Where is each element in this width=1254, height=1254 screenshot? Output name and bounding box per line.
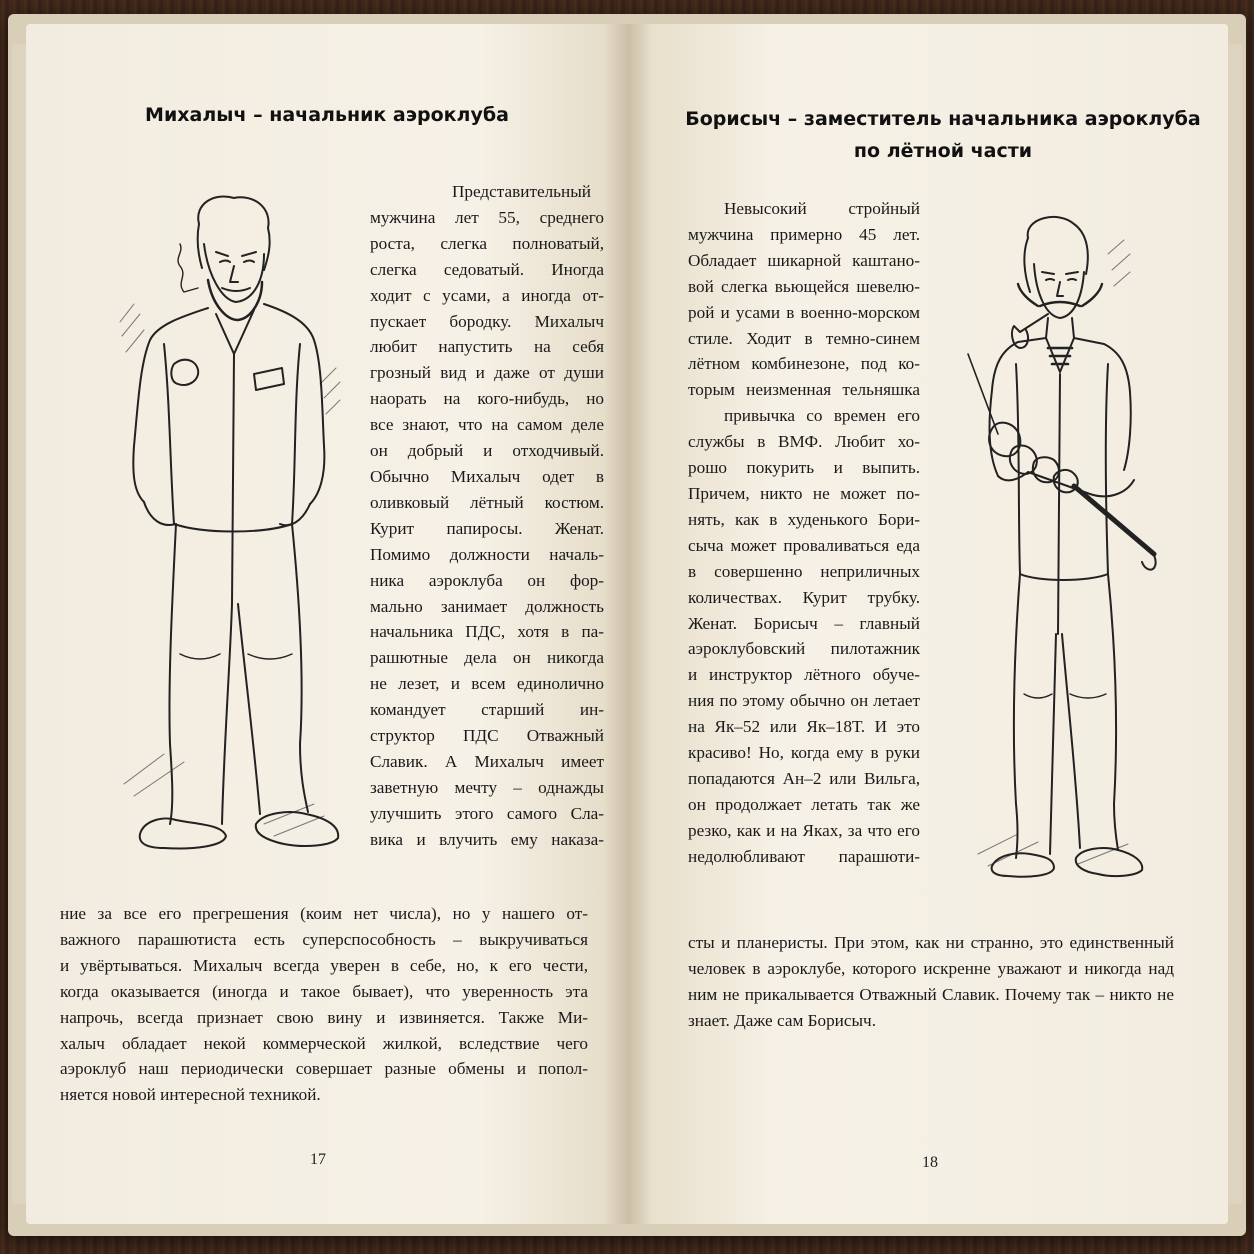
text-line: рашютные дела он никогда bbox=[370, 648, 604, 668]
right-column-text bbox=[688, 196, 920, 870]
text-line: Славик. А Михалыч имеет bbox=[370, 751, 604, 771]
text-line: роста, слегка полноватый, bbox=[370, 233, 604, 253]
text-line: количествах. Курит трубку. bbox=[688, 587, 920, 607]
text-line: Невысокий стройный bbox=[724, 199, 920, 218]
left-full-width-text bbox=[60, 901, 588, 1108]
text-line: халыч обладает некой коммерческой жилкой, вследствие чего bbox=[60, 1033, 588, 1053]
page-number-right: 18 bbox=[922, 1154, 938, 1171]
text-line: знает. Даже сам Борисыч. bbox=[688, 1010, 876, 1030]
text-line: рошо покурить и выпить. bbox=[688, 458, 920, 478]
text-line: не лезет, и всем единолично bbox=[370, 674, 604, 694]
text-line: оливковый лётный костюм. bbox=[370, 492, 604, 512]
text-line: он продолжает летать так же bbox=[688, 794, 920, 814]
text-line: он добрый и отходчивый. bbox=[370, 441, 604, 461]
page-edges-right bbox=[1228, 44, 1242, 1204]
text-line: слегка седоватый. Иногда bbox=[370, 259, 604, 279]
right-page bbox=[628, 24, 1228, 1224]
text-line: недолюбливают парашюти- bbox=[688, 846, 920, 866]
text-line: Причем, никто не может по- bbox=[688, 483, 920, 503]
text-line: ния по этому обычно он летает bbox=[688, 691, 920, 711]
page-number-left: 17 bbox=[310, 1151, 326, 1168]
text-line: Обладает шикарной каштано- bbox=[688, 250, 920, 270]
text-line: резко, как и на Яках, за что его bbox=[688, 820, 920, 840]
text-line: в совершенно неприличных bbox=[688, 561, 920, 581]
text-line: аэроклубовский пилотажник bbox=[688, 639, 920, 659]
text-line: привычка со времен его bbox=[724, 406, 920, 426]
text-line: командует старший ин- bbox=[370, 700, 604, 720]
text-line: начальника ПДС, хотя в па- bbox=[370, 622, 604, 642]
text-line: сыча может проваливаться еда bbox=[688, 535, 920, 555]
text-line: Женат. Борисыч – главный bbox=[688, 613, 920, 633]
text-line: напрочь, всегда признает свою вину и извиняется. Также Ми- bbox=[60, 1007, 588, 1027]
text-line: Обычно Михалыч одет в bbox=[370, 466, 604, 486]
text-line: торым неизменная тельняшка bbox=[688, 380, 920, 400]
borisych-illustration bbox=[958, 214, 1168, 894]
text-line: любит напустить на себя bbox=[370, 337, 604, 357]
text-line: важного парашютиста есть суперспособность – выкручиваться bbox=[60, 929, 588, 949]
text-line: когда оказывается (иногда и такое бывает), что уверенность эта bbox=[60, 981, 588, 1001]
text-line: мужчина лет 55, среднего bbox=[370, 207, 604, 227]
text-line: мужчина примерно 45 лет. bbox=[688, 224, 920, 244]
text-line: грозный вид и даже от души bbox=[370, 363, 604, 383]
text-line: ника аэроклуба он фор- bbox=[370, 570, 604, 590]
text-line: улучшить этого самого Сла- bbox=[370, 803, 604, 823]
left-page bbox=[26, 24, 628, 1224]
text-line: все знают, что на самом деле bbox=[370, 415, 604, 435]
text-line: мально занимает должность bbox=[370, 596, 604, 616]
text-line: пускает бородку. Михалыч bbox=[370, 311, 604, 331]
page-edges-left bbox=[12, 44, 26, 1204]
left-column-text bbox=[370, 179, 604, 853]
text-line: аэроклуб наш периодически совершает разные обмены и попол- bbox=[60, 1059, 588, 1079]
text-line: Помимо должности началь- bbox=[370, 544, 604, 564]
right-page-title-line2: по лётной части bbox=[853, 140, 1033, 162]
right-page-title-line1: Борисыч – заместитель начальника аэроклуба bbox=[685, 108, 1201, 130]
text-line: службы в ВМФ. Любит хо- bbox=[688, 432, 920, 452]
text-line: сты и планеристы. При этом, как ни странно, это единственный bbox=[688, 933, 1174, 952]
text-line: вой слегка вьющейся шевелю- bbox=[688, 276, 920, 296]
text-line: ним не прикалывается Отважный Славик. Почему так – никто не bbox=[688, 984, 1174, 1004]
text-line: на Як–52 или Як–18Т. И это bbox=[688, 717, 920, 737]
open-book bbox=[8, 14, 1246, 1236]
text-line: и инструктор лётного обуче- bbox=[688, 665, 920, 685]
text-line: ходит с усами, а иногда от- bbox=[370, 285, 604, 305]
text-line: и увёртываться. Михалыч всегда уверен в себе, но, к его чести, bbox=[60, 955, 588, 975]
text-line: наорать на кого-нибудь, но bbox=[370, 389, 604, 409]
text-line: рой и усами в военно-морском bbox=[688, 302, 920, 322]
text-line: попадаются Ан–2 или Вильга, bbox=[688, 768, 920, 788]
text-line: вика и влучить ему наказа- bbox=[370, 829, 604, 849]
text-line: няется новой интересной техникой. bbox=[60, 1085, 321, 1105]
text-line: заветную мечту – однажды bbox=[370, 777, 604, 797]
left-page-title: Михалыч – начальник аэроклуба bbox=[145, 104, 509, 126]
right-full-width-text bbox=[688, 930, 1174, 1034]
mikhalych-illustration bbox=[104, 184, 354, 874]
text-line: Представительный bbox=[452, 182, 591, 201]
text-line: красиво! Но, когда ему в руки bbox=[688, 743, 920, 763]
text-line: лётном комбинезоне, под ко- bbox=[688, 354, 920, 374]
text-line: человек в аэроклубе, которого искренне уважают и никогда над bbox=[688, 958, 1174, 978]
text-line: стиле. Ходит в темно-синем bbox=[688, 328, 920, 348]
text-line: структор ПДС Отважный bbox=[370, 726, 604, 746]
text-line: нять, как в худенького Бори- bbox=[688, 509, 920, 529]
text-line: Курит папиросы. Женат. bbox=[370, 518, 604, 538]
text-line: ние за все его прегрешения (коим нет числа), но у нашего от- bbox=[60, 904, 588, 923]
